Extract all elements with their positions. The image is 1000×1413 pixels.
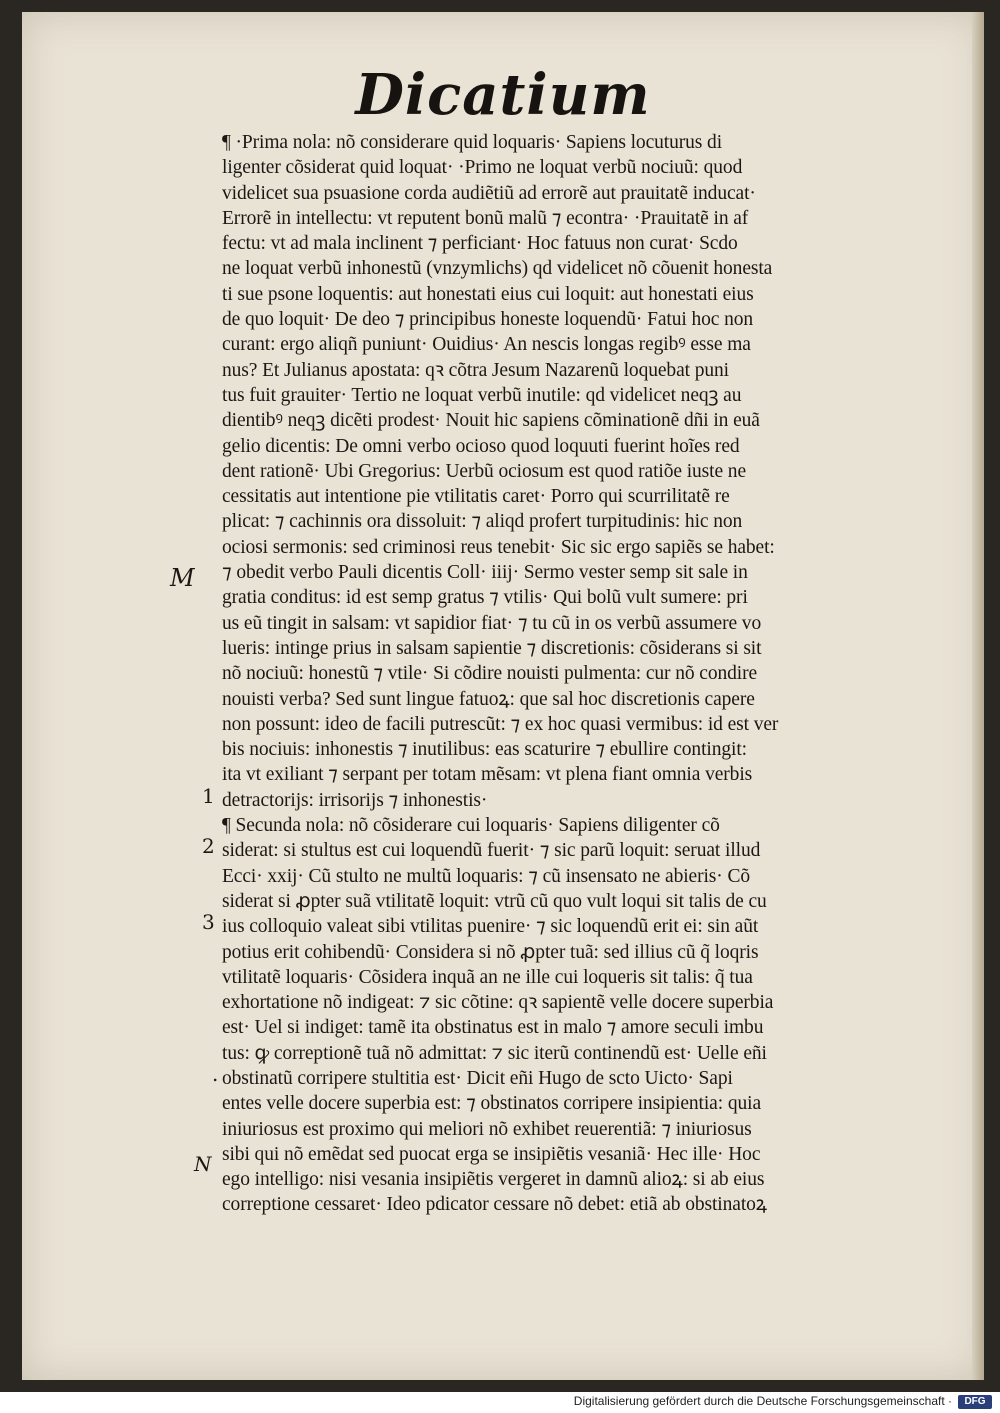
marginal-note: 3 xyxy=(202,910,215,934)
text-line: non possunt: ideo de facili putrescũt: ⁊ ex hoc quasi vermibus: id est ver xyxy=(222,713,779,735)
text-line: nõ nociuũ: honestũ ⁊ vtile· Si cõdire nouisti pulmenta: cur nõ condire xyxy=(222,663,758,685)
text-line: dientibꝰ neqꝫ dicẽti prodest· Nouit hic sapiens cõminationẽ dñi in euã xyxy=(222,410,760,432)
marginal-note: 2 xyxy=(202,834,215,858)
text-line: Ecci· xxij· Cũ stulto ne multũ loquaris: ⁊ cũ insensato ne abieris· Cõ xyxy=(222,865,751,887)
text-line: videlicet sua psuasione corda audiẽtiũ ad errorẽ aut prauitatẽ inducat· xyxy=(222,182,756,204)
text-line: dent rationẽ· Ubi Gregorius: Uerbũ ociosum est quod ratiõe iuste ne xyxy=(222,460,746,482)
marginal-note: . xyxy=(212,1062,219,1086)
running-head: Dicatium xyxy=(355,62,651,128)
text-line: iniuriosus est proximo qui meliori nõ exhibet reuerentiã: ⁊ iniuriosus xyxy=(222,1118,752,1140)
text-line: ⁊ obedit verbo Pauli dicentis Coll· iiij· Sermo vester semp sit sale in xyxy=(222,562,748,584)
text-line: fectu: vt ad mala inclinent ⁊ perficiant· Hoc fatuus non curat· Scdo xyxy=(222,233,738,255)
text-line: lueris: intinge prius in salsam sapientie ⁊ discretionis: cõsiderans si sit xyxy=(222,637,762,659)
text-line: plicat: ⁊ cachinnis ora dissoluit: ⁊ aliqd profert turpitudinis: hic non xyxy=(222,511,743,533)
text-line: est· Uel si indiget: tamẽ ita obstinatus est in malo ⁊ amore seculi imbu xyxy=(222,1017,764,1039)
text-line: siderat si ꝓpter suã vtilitatẽ loquit: vtrũ cũ quo vult loqui sit talis de cu xyxy=(222,890,767,912)
marginal-note: N xyxy=(194,1152,212,1176)
text-line: tus fuit grauiter· Tertio ne loquat verbũ inutile: qd videlicet neqꝫ au xyxy=(222,384,742,406)
text-line: bis nociuis: inhonestis ⁊ inutilibus: eas scaturire ⁊ ebullire contingit: xyxy=(222,739,747,761)
text-line: ¶ ·Prima nola: nõ considerare quid loquaris· Sapiens locuturus di xyxy=(222,132,723,153)
text-line: siderat: si stultus est cui loquendũ fuerit· ⁊ sic parũ loquit: seruat illud xyxy=(222,840,761,862)
text-line: exhortatione nõ indigeat: ⁊ sic cõtine: qꝛ sapientẽ velle docere superbia xyxy=(222,992,774,1014)
text-line: ti sue psone loquentis: aut honestati eius cui loquit: aut honestati eius xyxy=(222,283,754,305)
text-line: ego intelligo: nisi vesania insipiẽtis vergeret in damnũ alioꝝ: si ab eius xyxy=(222,1169,765,1191)
text-line: ita vt exiliant ⁊ serpant per totam mẽsam: vt plena fiant omnia verbis xyxy=(222,764,753,786)
text-line: nouisti verba? Sed sunt lingue fatuoꝝ: que sal hoc discretionis capere xyxy=(222,688,755,710)
marginal-note: M xyxy=(170,564,195,592)
marginal-note: 1 xyxy=(202,784,215,808)
text-line: correptione cessaret· Ideo pdicator cessare nõ debet: etiã ab obstinatoꝝ xyxy=(222,1194,767,1216)
text-line: tus: ꝙ correptionẽ tuã nõ admittat: ⁊ sic iterũ continendũ est· Uelle eñi xyxy=(222,1042,767,1064)
book-page xyxy=(22,12,984,1380)
text-line: nus? Et Julianus apostata: qꝛ cõtra Jesum Nazarenũ loquebat puni xyxy=(222,359,729,381)
text-line: cessitatis aut intentione pie vtilitatis caret· Porro qui scurrilitatẽ re xyxy=(222,486,730,508)
text-line: sibi qui nõ emẽdat sed puocat erga se insipiẽtis vesaniã· Hec ille· Hoc xyxy=(222,1143,761,1165)
text-line: gratia conditus: id est semp gratus ⁊ vtilis· Qui bolũ vult sumere: pri xyxy=(222,587,748,609)
text-line: ligenter cõsiderat quid loquat· ·Primo ne loquat verbũ nociuũ: quod xyxy=(222,157,743,179)
text-line: entes velle docere superbia est: ⁊ obstinatos corripere insipientia: quia xyxy=(222,1093,762,1115)
page-edge xyxy=(972,12,984,1380)
text-line: de quo loquit· De deo ⁊ principibus honeste loquendũ· Fatui hoc non xyxy=(222,309,754,331)
text-line: ius colloquio valeat sibi vtilitas puenire· ⁊ sic loquendũ erit ei: sin aũt xyxy=(222,916,759,938)
text-line: obstinatũ corripere stultitia est· Dicit eñi Hugo de scto Uicto· Sapi xyxy=(222,1067,733,1089)
text-line: gelio dicentis: De omni verbo ocioso quod loquuti fuerint hoĩes red xyxy=(222,435,740,457)
dfg-logo: DFG xyxy=(958,1395,992,1409)
text-line: ne loquat verbũ inhonestũ (vnzymlichs) qd videlicet nõ cõuenit honesta xyxy=(222,258,773,280)
footer-bar xyxy=(0,1392,1000,1413)
text-line: curant: ergo aliqñ puniunt· Ouidius· An nescis longas regibꝰ esse ma xyxy=(222,334,751,356)
funding-credit: Digitalisierung gefördert durch die Deutsche Forschungsgemeinschaft · xyxy=(573,1394,952,1408)
text-line: us eũ tingit in salsam: vt sapidior fiat· ⁊ tu cũ in os verbũ assumere vo xyxy=(222,612,762,634)
text-line: ¶ Secunda nola: nõ cõsiderare cui loquaris· Sapiens diligenter cõ xyxy=(222,815,720,837)
text-line: detractorijs: irrisorijs ⁊ inhonestis· xyxy=(222,789,488,811)
text-line: Errorẽ in intellectu: vt reputent bonũ malũ ⁊ econtra· ·Prauitatẽ in af xyxy=(222,207,749,229)
text-line: vtilitatẽ loquaris· Cõsidera inquã an ne ille cui loqueris sit talis: q̃ tua xyxy=(222,966,753,988)
text-line: potius erit cohibendũ· Considera si nõ ꝓpter tuã: sed illius cũ q̃ loqris xyxy=(222,941,759,963)
text-block xyxy=(222,130,952,1218)
text-line: ociosi sermonis: sed criminosi reus tenebit· Sic sic ergo sapiẽs se habet: xyxy=(222,536,775,558)
